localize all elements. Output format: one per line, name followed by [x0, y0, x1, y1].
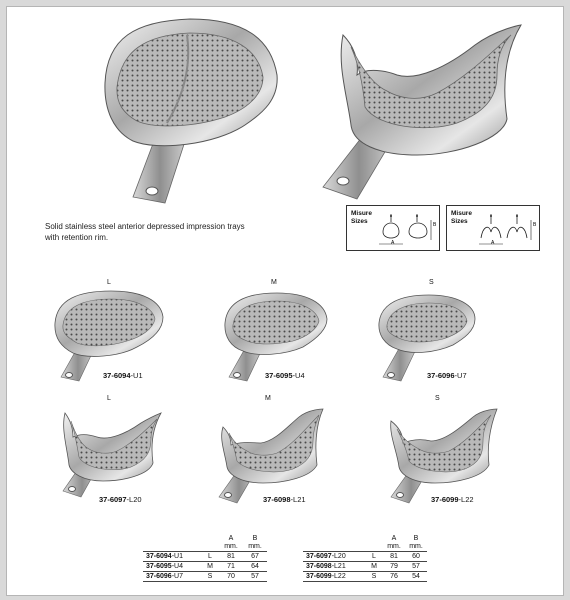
upper-tray-outline-icon: [373, 210, 437, 248]
size-diagram-title: Misure: [451, 210, 472, 217]
size-letter-m: M: [265, 395, 271, 402]
column-b-header: B mm.: [409, 535, 423, 550]
size-diagram-subtitle: Sizes: [451, 218, 468, 225]
catalog-page: [6, 6, 564, 596]
table-row: 37-6098-L21 M 79 57: [303, 562, 427, 572]
lower-tray-large-image: [307, 15, 527, 205]
product-code-37-6096: 37-6096-U7: [427, 371, 467, 380]
column-a-header: A mm.: [224, 535, 238, 550]
product-code-37-6095: 37-6095-U4: [265, 371, 305, 380]
table-row: 37-6096-U7 S 70 57: [143, 572, 267, 582]
dimension-a-label: A: [491, 240, 495, 246]
upper-size-diagram: [346, 205, 440, 251]
size-diagram-subtitle: Sizes: [351, 218, 368, 225]
product-code-37-6098: 37-6098-L21: [263, 495, 306, 504]
size-letter-m: M: [271, 279, 277, 286]
table-row: 37-6094-U1 L 81 67: [143, 552, 267, 562]
product-code-37-6097: 37-6097-L20: [99, 495, 142, 504]
dimension-b-label: B: [433, 222, 437, 228]
column-a-header: A mm.: [387, 535, 401, 550]
table-row: 37-6095-U4 M 71 64: [143, 562, 267, 572]
lower-size-diagram: [446, 205, 540, 251]
lower-tray-size-table: [303, 535, 427, 582]
size-letter-l: L: [107, 395, 111, 402]
lower-tray-l-image: [49, 405, 169, 505]
upper-tray-size-table: [143, 535, 267, 582]
product-code-37-6099: 37-6099-L22: [431, 495, 474, 504]
lower-tray-outline-icon: [473, 210, 537, 248]
size-letter-s: S: [429, 279, 434, 286]
upper-tray-large-image: [95, 13, 285, 209]
product-description: Solid stainless steel anterior depressed impression trays with retention rim.: [45, 222, 245, 242]
dimension-a-label: A: [391, 240, 395, 246]
table-row: 37-6097-L20 L 81 60: [303, 552, 427, 562]
dimension-b-label: B: [533, 222, 537, 228]
product-code-37-6094: 37-6094-U1: [103, 371, 143, 380]
size-letter-l: L: [107, 279, 111, 286]
size-letter-s: S: [435, 395, 440, 402]
table-row: 37-6099-L22 S 76 54: [303, 572, 427, 582]
column-b-header: B mm.: [248, 535, 262, 550]
size-diagram-title: Misure: [351, 210, 372, 217]
